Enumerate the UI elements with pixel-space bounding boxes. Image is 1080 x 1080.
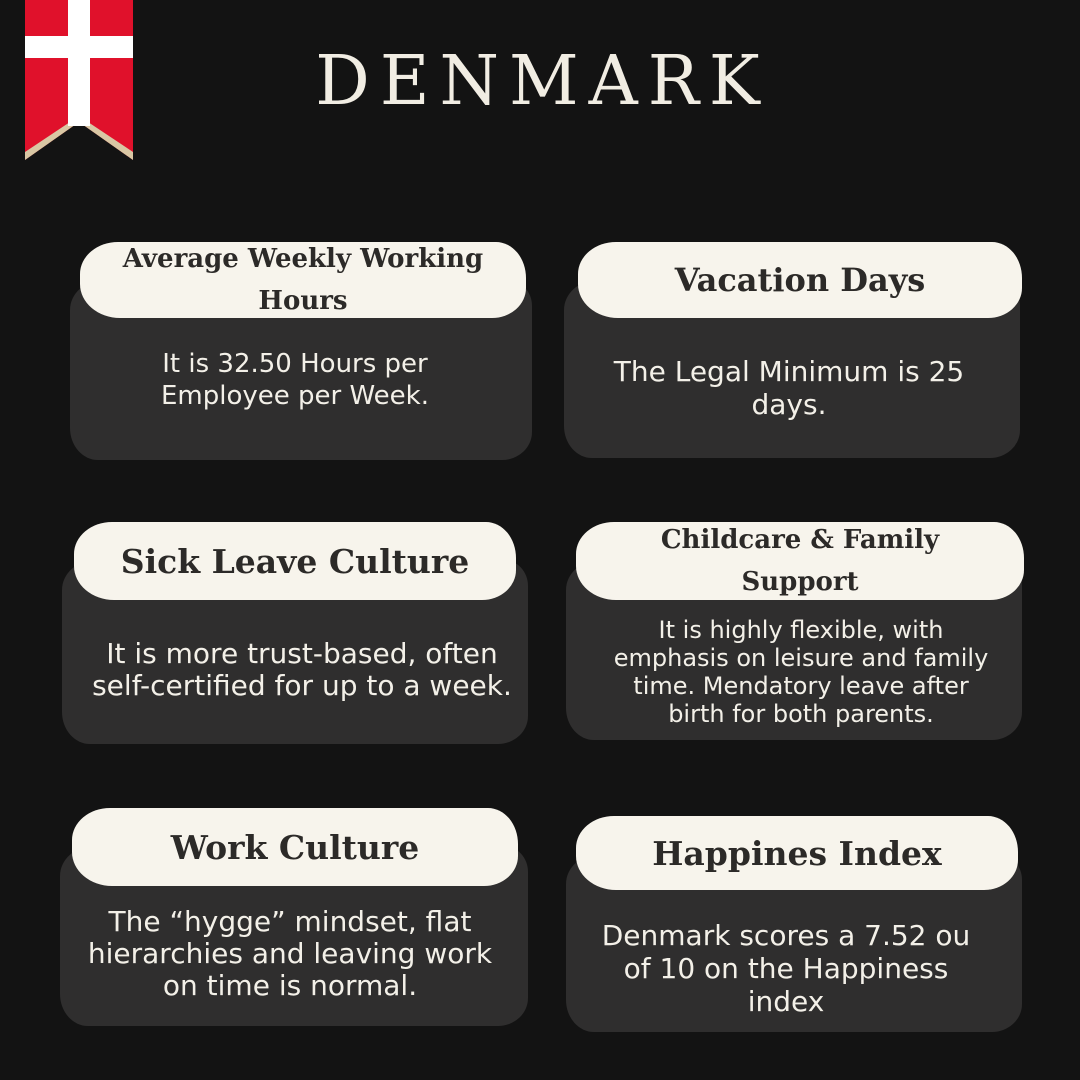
card-sick-leave (62, 522, 530, 748)
card-heading: Sick Leave Culture (74, 522, 516, 600)
card-working-hours (70, 242, 532, 462)
card-heading: Childcare & Family Support (576, 522, 1024, 600)
card-text: It is more trust-based, often self-certified for up to a week. (92, 637, 512, 702)
page-title: DENMARK (315, 42, 770, 121)
card-heading: Happines Index (576, 816, 1018, 890)
card-heading: Work Culture (72, 808, 518, 886)
card-happiness-index (566, 816, 1026, 1034)
card-work-culture (60, 808, 530, 1030)
card-heading: Vacation Days (578, 242, 1022, 318)
card-text: It is 32.50 Hours per Employee per Week. (161, 349, 429, 411)
card-text: Denmark scores a 7.52 ou of 10 on the Happiness index (601, 918, 971, 1018)
card-childcare-support (566, 522, 1026, 744)
card-text: The Legal Minimum is 25 days. (613, 355, 965, 421)
card-vacation-days (564, 242, 1024, 460)
card-heading: Average Weekly Working Hours (80, 242, 526, 318)
card-text: The “hygge” mindset, flat hierarchies and leaving work on time is normal. (87, 905, 493, 1002)
card-text: It is highly flexible, with emphasis on leisure and family time. Mendatory leave after birth for both parents. (613, 616, 989, 728)
